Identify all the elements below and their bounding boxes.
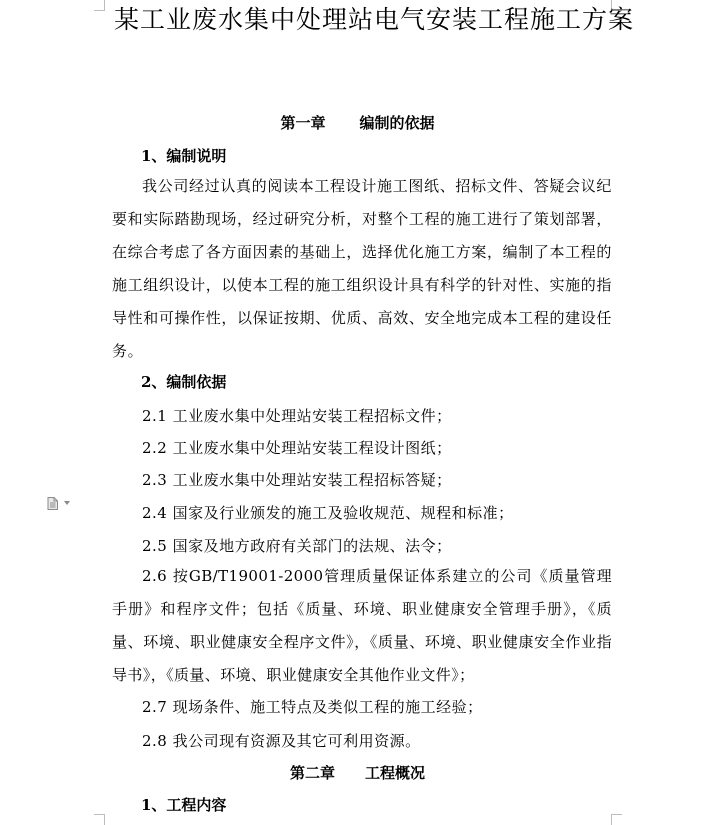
list-item: 2.4 国家及行业颁发的施工及验收规范、规程和标准； bbox=[142, 504, 514, 522]
chapter-number: 第二章 bbox=[289, 764, 335, 782]
chevron-down-icon[interactable] bbox=[64, 501, 70, 505]
chapter-name: 编制的依据 bbox=[359, 114, 435, 132]
section-heading: 1、编制说明 bbox=[141, 147, 227, 165]
list-item: 2.7 现场条件、施工特点及类似工程的施工经验； bbox=[142, 698, 483, 716]
page-corner-mark bbox=[94, 814, 105, 825]
chapter-heading bbox=[0, 112, 715, 133]
list-item: 2.3 工业废水集中处理站安装工程招标答疑； bbox=[142, 471, 452, 489]
chapter-number: 第一章 bbox=[280, 114, 326, 132]
chapter-name: 工程概况 bbox=[365, 764, 426, 782]
list-item: 2.6 按GB/T19001-2000管理质量保证体系建立的公司《质量管理手册》和程序文件；包括《质量、环境、职业健康安全管理手册》，《质量、环境、职业健康安全程序文件》，《质量、环境、职业健康安全作业指导书》，《质量、环境、职业健康安全其他作业文件》； bbox=[112, 567, 612, 684]
section-heading: 1、工程内容 bbox=[141, 796, 227, 814]
page-corner-mark bbox=[611, 814, 622, 825]
chapter-heading bbox=[0, 762, 715, 783]
list-item: 2.2 工业废水集中处理站安装工程设计图纸； bbox=[142, 439, 452, 457]
body-paragraph: 我公司经过认真的阅读本工程设计施工图纸、招标文件、答疑会议纪要和实际踏勘现场，经过研究分析，对整个工程的施工进行了策划部署，在综合考虑了各方面因素的基础上，选择优化施工方案，编制了本工程的施工组织设计，以使本工程的施工组织设计具有科学的针对性、实施的指导性和可操作性，以保证按期、优质、高效、安全地完成本工程的建设任务。 bbox=[112, 177, 612, 360]
page-corner-mark bbox=[94, 0, 105, 11]
list-item: 2.1 工业废水集中处理站安装工程招标文件； bbox=[142, 407, 452, 425]
list-item: 2.8 我公司现有资源及其它可利用资源。 bbox=[142, 732, 421, 750]
list-item: 2.5 国家及地方政府有关部门的法规、法令； bbox=[142, 537, 452, 555]
document-title: 某工业废水集中处理站电气安装工程施工方案 bbox=[113, 5, 634, 34]
section-heading: 2、编制依据 bbox=[141, 373, 227, 391]
document-icon[interactable] bbox=[47, 497, 58, 510]
